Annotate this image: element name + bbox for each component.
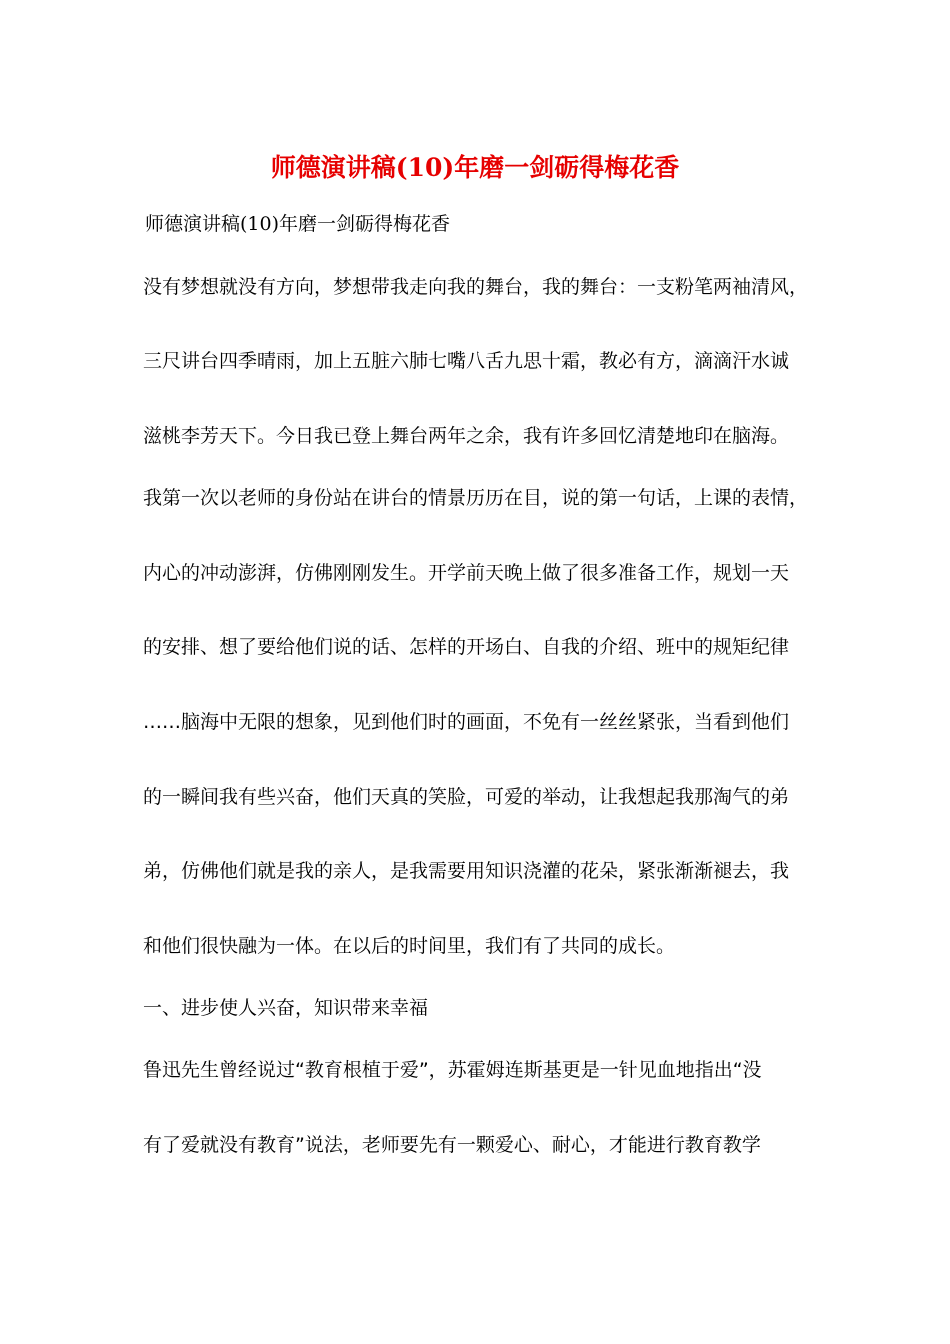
paragraph-line: 内心的冲动澎湃，仿佛刚刚发生。开学前天晚上做了很多准备工作，规划一天 bbox=[143, 562, 790, 584]
section-heading: 一、进步使人兴奋，知识带来幸福 bbox=[143, 997, 429, 1019]
paragraph-line: 的安排、想了要给他们说的话、怎样的开场白、自我的介绍、班中的规矩纪律 bbox=[143, 636, 790, 658]
paragraph-line: ……脑海中无限的想象，见到他们时的画面，不免有一丝丝紧张，当看到他们 bbox=[143, 711, 790, 733]
document-title: 师德演讲稿(10)年磨一剑砺得梅花香 bbox=[270, 153, 680, 182]
document-subtitle: 师德演讲稿(10)年磨一剑砺得梅花香 bbox=[145, 213, 451, 235]
paragraph-line: 滋桃李芳天下。今日我已登上舞台两年之余，我有许多回忆清楚地印在脑海。 bbox=[143, 425, 790, 447]
paragraph-line: 弟，仿佛他们就是我的亲人，是我需要用知识浇灌的花朵，紧张渐渐褪去，我 bbox=[143, 860, 790, 882]
paragraph-line: 有了爱就没有教育”说法，老师要先有一颗爱心、耐心，才能进行教育教学 bbox=[143, 1134, 761, 1156]
paragraph-line: 没有梦想就没有方向，梦想带我走向我的舞台，我的舞台：一支粉笔两袖清风， bbox=[143, 276, 809, 298]
paragraph-line: 和他们很快融为一体。在以后的时间里，我们有了共同的成长。 bbox=[143, 935, 676, 957]
paragraph-line: 三尺讲台四季晴雨，加上五脏六肺七嘴八舌九思十霜，教必有方，滴滴汗水诚 bbox=[143, 350, 790, 372]
paragraph-line: 鲁迅先生曾经说过“教育根植于爱”，苏霍姆连斯基更是一针见血地指出“没 bbox=[143, 1059, 762, 1081]
paragraph-line: 我第一次以老师的身份站在讲台的情景历历在目，说的第一句话，上课的表情， bbox=[143, 487, 809, 509]
paragraph-line: 的一瞬间我有些兴奋，他们天真的笑脸，可爱的举动，让我想起我那淘气的弟 bbox=[143, 786, 790, 808]
